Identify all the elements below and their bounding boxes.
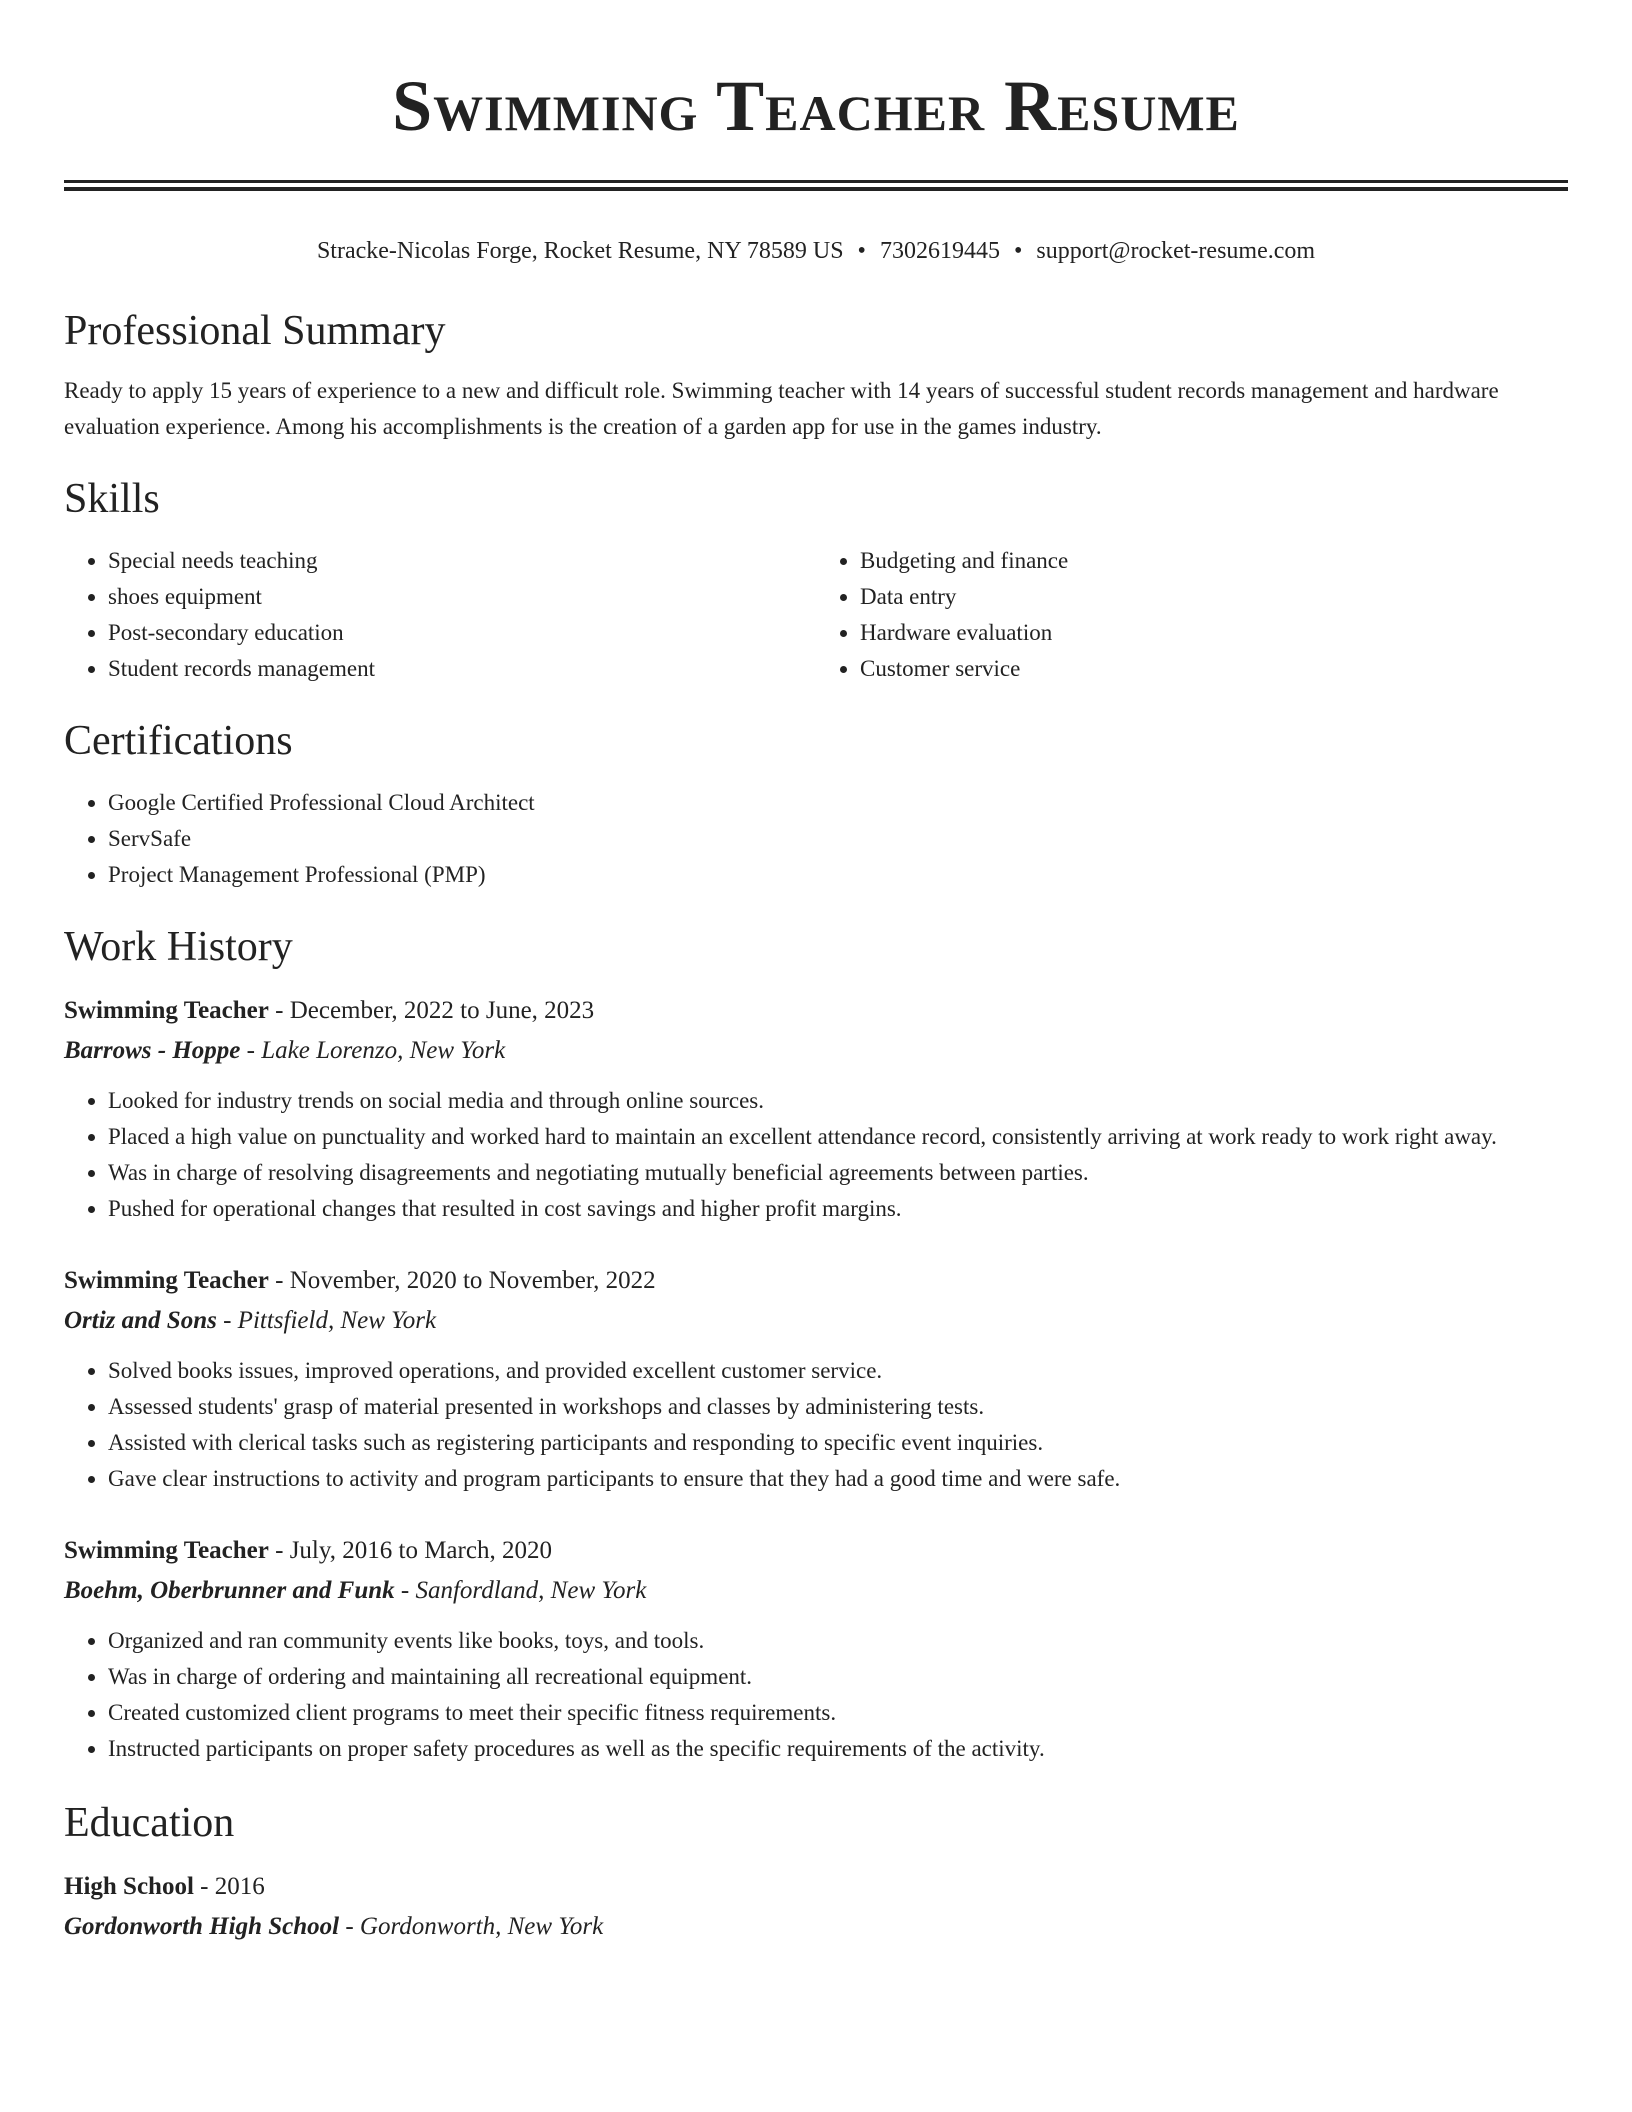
education-school: Gordonworth High School: [64, 1913, 340, 1940]
education-location: - Gordonworth, New York: [339, 1913, 604, 1940]
job-bullet: • Placed a high value on punctuality and worked hard to maintain an excellent attendance record, consistently arriving at work ready to work right away.: [108, 1119, 1568, 1155]
summary-section: [64, 305, 1568, 445]
skill-item: • shoes equipment: [108, 579, 816, 615]
certification-item: • Google Certified Professional Cloud Architect: [108, 785, 1568, 821]
contact-phone: 7302619445: [879, 238, 1000, 264]
job-company: Boehm, Oberbrunner and Funk: [64, 1577, 395, 1604]
job-bullets: [64, 1083, 1568, 1227]
job-company: Ortiz and Sons: [64, 1307, 217, 1334]
certifications-section: [64, 715, 1568, 893]
certification-item: • ServSafe: [108, 821, 1568, 857]
job-bullet: • Was in charge of resolving disagreements and negotiating mutually beneficial agreements between parties.: [108, 1155, 1568, 1191]
skills-grid: [64, 543, 1568, 687]
job-title: Swimming Teacher: [64, 1267, 269, 1294]
job-entry: [64, 991, 1568, 1227]
job-company-line: [64, 1571, 1568, 1611]
job-title-line: [64, 1531, 1568, 1571]
job-bullet: • Assessed students' grasp of material presented in workshops and classes by administering tests.: [108, 1389, 1568, 1425]
job-bullet: • Created customized client programs to meet their specific fitness requirements.: [108, 1695, 1568, 1731]
skill-item: • Customer service: [860, 651, 1568, 687]
job-bullets: [64, 1623, 1568, 1767]
job-bullet: • Instructed participants on proper safety procedures as well as the specific requirements of the activity.: [108, 1731, 1568, 1767]
job-title: Swimming Teacher: [64, 1537, 269, 1564]
skill-item: • Data entry: [860, 579, 1568, 615]
resume-title: Swimming Teacher Resume: [392, 66, 1240, 146]
job-dates: - November, 2020 to November, 2022: [268, 1267, 656, 1294]
contact-address: Stracke-Nicolas Forge, Rocket Resume, NY 78589 US: [316, 238, 844, 264]
education-school-line: [64, 1907, 1568, 1947]
contact-line: [64, 235, 1568, 267]
certifications-heading: Certifications: [64, 718, 293, 764]
work-history-section: [64, 921, 1568, 1767]
education-entry: [64, 1867, 1568, 1947]
job-title-line: [64, 991, 1568, 1031]
job-bullet: • Gave clear instructions to activity and program participants to ensure that they had a good time and were safe.: [108, 1461, 1568, 1497]
job-title: Swimming Teacher: [64, 997, 269, 1024]
job-location: - Sanfordland, New York: [394, 1577, 647, 1604]
job-entry: [64, 1531, 1568, 1767]
skill-item: • Special needs teaching: [108, 543, 816, 579]
skills-heading: Skills: [64, 476, 160, 522]
job-company-line: [64, 1301, 1568, 1341]
job-bullet: • Looked for industry trends on social media and through online sources.: [108, 1083, 1568, 1119]
job-bullet: • Solved books issues, improved operations, and provided excellent customer service.: [108, 1353, 1568, 1389]
job-bullet: • Organized and ran community events like books, toys, and tools.: [108, 1623, 1568, 1659]
job-company-line: [64, 1031, 1568, 1071]
education-degree-line: [64, 1867, 1568, 1907]
education-heading: Education: [64, 1800, 235, 1846]
skill-item: • Post-secondary education: [108, 615, 816, 651]
work-history-heading: Work History: [64, 924, 293, 970]
skills-right-list: [816, 543, 1568, 687]
job-bullet: • Assisted with clerical tasks such as registering participants and responding to specific event inquiries.: [108, 1425, 1568, 1461]
contact-separator: •: [1013, 238, 1023, 264]
education-year: - 2016: [193, 1873, 265, 1900]
contact-separator: •: [857, 238, 866, 264]
skill-item: • Hardware evaluation: [860, 615, 1568, 651]
contact-email[interactable]: support@rocket-resume.com: [1036, 238, 1316, 264]
summary-heading: Professional Summary: [64, 308, 446, 354]
education-degree: High School: [64, 1873, 194, 1900]
job-bullet: • Was in charge of ordering and maintaining all recreational equipment.: [108, 1659, 1568, 1695]
job-dates: - December, 2022 to June, 2023: [268, 997, 595, 1024]
skills-left-list: [64, 543, 816, 687]
skill-item: • Student records management: [108, 651, 816, 687]
job-location: - Pittsfield, New York: [216, 1307, 437, 1334]
skills-section: [64, 473, 1568, 687]
job-title-line: [64, 1261, 1568, 1301]
job-company: Barrows - Hoppe: [64, 1037, 241, 1064]
job-bullets: [64, 1353, 1568, 1497]
job-bullet: • Pushed for operational changes that resulted in cost savings and higher profit margins.: [108, 1191, 1568, 1227]
job-dates: - July, 2016 to March, 2020: [268, 1537, 552, 1564]
certifications-list: [64, 785, 1568, 893]
job-location: - Lake Lorenzo, New York: [240, 1037, 506, 1064]
education-section: [64, 1797, 1568, 1947]
skill-item: • Budgeting and finance: [860, 543, 1568, 579]
certification-item: • Project Management Professional (PMP): [108, 857, 1568, 893]
title-divider: [64, 180, 1568, 191]
job-entry: [64, 1261, 1568, 1497]
summary-text: Ready to apply 15 years of experience to a new and difficult role. Swimming teacher with 14 years of successful student records management and hardware evaluation experience. Among his accomplishments is the creation of a garden app for use in the games industry.: [64, 378, 1499, 439]
